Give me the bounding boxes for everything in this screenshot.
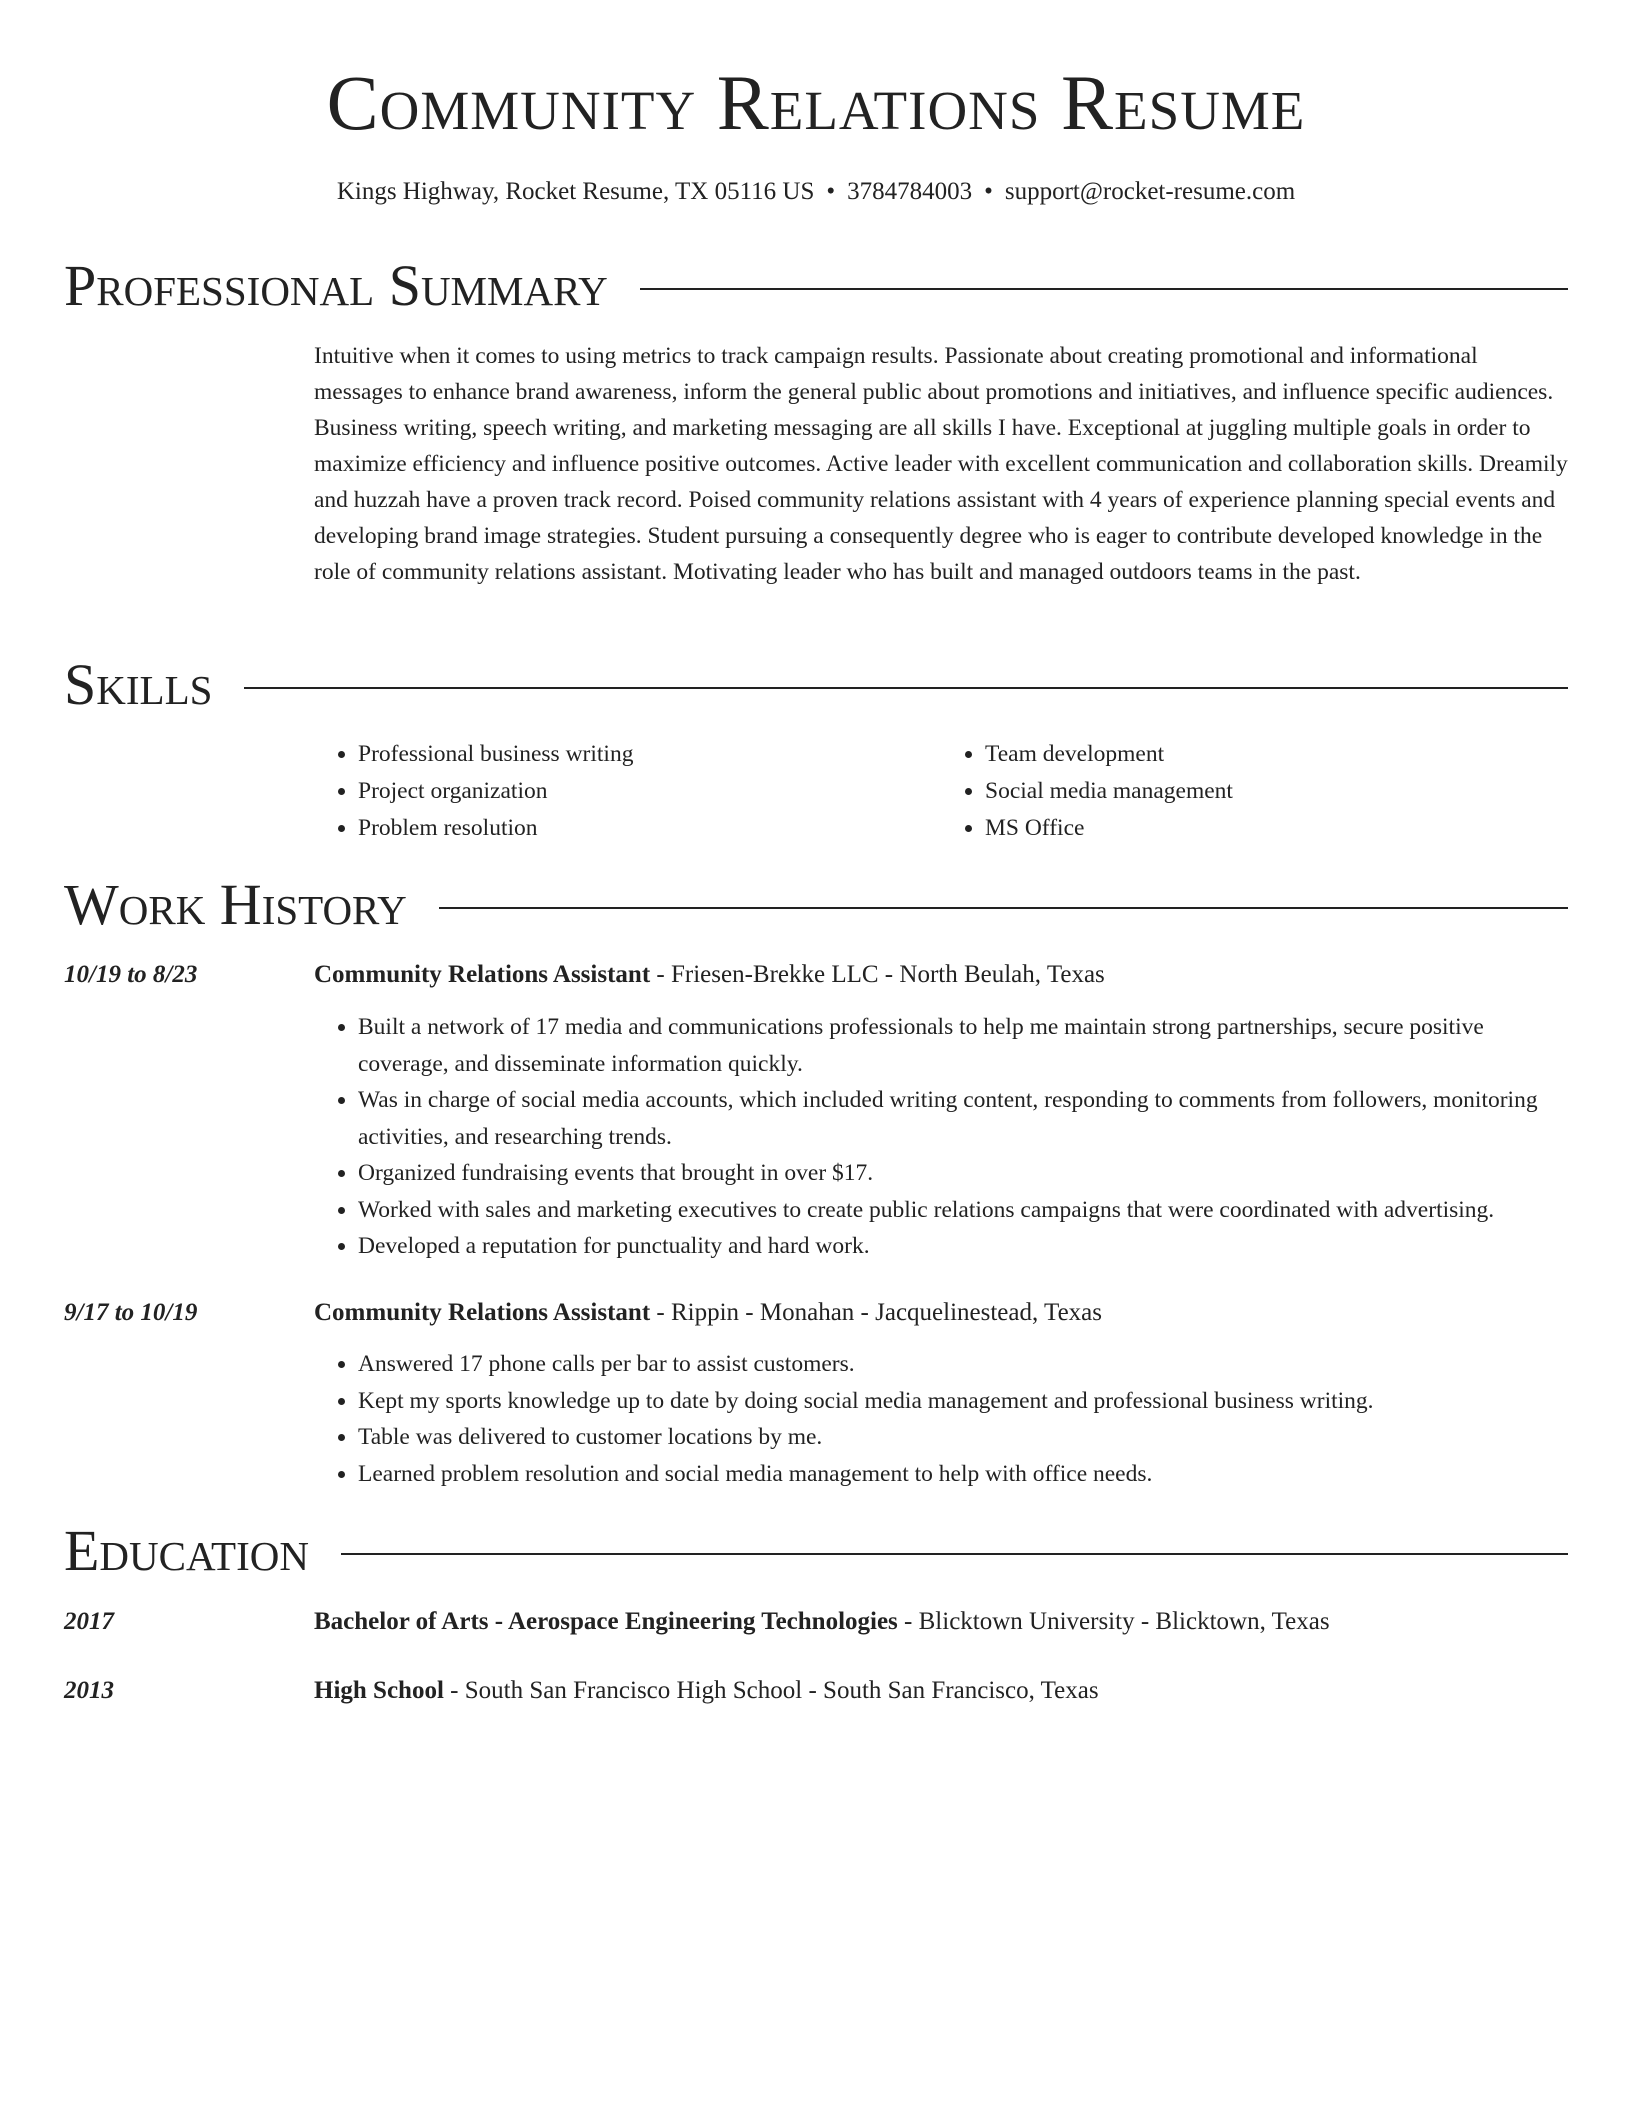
job-heading bbox=[314, 1296, 1568, 1330]
job-bullet: • Developed a reputation for punctuality and hard work. bbox=[358, 1228, 1568, 1265]
degree: Bachelor of Arts - Aerospace Engineering Technologies bbox=[314, 1608, 898, 1635]
education-year: 2013 bbox=[64, 1677, 114, 1704]
job-dates: 10/19 to 8/23 bbox=[64, 961, 198, 988]
job-details: - Rippin - Monahan - Jacquelinestead, Texas bbox=[650, 1299, 1102, 1326]
separator-dot: • bbox=[826, 178, 836, 205]
job-heading bbox=[314, 958, 1568, 992]
section-title: Skills bbox=[64, 652, 213, 717]
job-bullet: • Learned problem resolution and social media management to help with office needs. bbox=[358, 1456, 1568, 1493]
job-dates: 9/17 to 10/19 bbox=[64, 1299, 198, 1326]
job-title: Community Relations Assistant bbox=[314, 961, 651, 988]
contact-line bbox=[0, 175, 1632, 209]
skill-item: • MS Office bbox=[985, 810, 1568, 847]
education-section-header bbox=[64, 1519, 1568, 1583]
skills-column-right bbox=[941, 736, 1568, 847]
job-title: Community Relations Assistant bbox=[314, 1299, 651, 1326]
section-title: Work History bbox=[64, 872, 407, 937]
summary-section-header bbox=[64, 254, 1568, 318]
skill-item: • Problem resolution bbox=[358, 810, 941, 847]
section-divider bbox=[244, 687, 1568, 689]
education-year: 2017 bbox=[64, 1608, 114, 1635]
school-details: - South San Francisco High School - South San Francisco, Texas bbox=[443, 1677, 1099, 1704]
section-title: Education bbox=[64, 1518, 309, 1583]
separator-dot: • bbox=[984, 178, 993, 205]
skill-item: • Social media management bbox=[985, 773, 1568, 810]
section-divider bbox=[439, 907, 1568, 909]
job-bullets bbox=[314, 1346, 1568, 1492]
resume-title: Community Relations Resume bbox=[326, 59, 1306, 146]
address: Kings Highway, Rocket Resume, TX 05116 US bbox=[336, 178, 815, 205]
education-heading bbox=[314, 1674, 1568, 1708]
email: support@rocket-resume.com bbox=[1004, 178, 1296, 205]
work-section-header bbox=[64, 873, 1568, 937]
section-divider bbox=[640, 288, 1568, 290]
skills-section-header bbox=[64, 653, 1568, 717]
section-divider bbox=[341, 1553, 1568, 1555]
degree: High School bbox=[314, 1677, 444, 1704]
education-heading bbox=[314, 1605, 1568, 1639]
skill-item: • Project organization bbox=[358, 773, 941, 810]
job-bullet: • Kept my sports knowledge up to date by doing social media management and professional business writing. bbox=[358, 1383, 1568, 1420]
job-bullet: • Worked with sales and marketing executives to create public relations campaigns that were coordinated with advertising. bbox=[358, 1192, 1568, 1229]
job-details: - Friesen-Brekke LLC - North Beulah, Texas bbox=[650, 961, 1105, 988]
skill-item: • Professional business writing bbox=[358, 736, 941, 773]
job-bullets bbox=[314, 1009, 1568, 1265]
job-bullet: • Table was delivered to customer locations by me. bbox=[358, 1419, 1568, 1456]
summary-text: Intuitive when it comes to using metrics to track campaign results. Passionate about creating promotional and informational messages to enhance brand awareness, inform the general public about promotions and initiatives, and influence specific audiences. Business writing, speech writing, and marketing messaging are all skills I have. Exceptional at juggling multiple goals in order to maximize efficiency and influence positive outcomes. Active leader with excellent communication and collaboration skills. Dreamily and huzzah have a proven track record. Poised community relations assistant with 4 years of experience planning special events and developing brand image strategies. Student pursuing a consequently degree who is eager to contribute developed knowledge in the role of community relations assistant. Motivating leader who has built and managed outdoors teams in the past. bbox=[314, 343, 1568, 585]
skill-item: • Team development bbox=[985, 736, 1568, 773]
school-details: - Blicktown University - Blicktown, Texas bbox=[897, 1608, 1330, 1635]
job-bullet: • Answered 17 phone calls per bar to assist customers. bbox=[358, 1346, 1568, 1383]
skills-column-left bbox=[314, 736, 941, 847]
phone: 3784784003 bbox=[847, 178, 973, 205]
section-title: Professional Summary bbox=[64, 253, 608, 318]
job-bullet: • Organized fundraising events that brought in over $17. bbox=[358, 1155, 1568, 1192]
skills-list bbox=[314, 736, 1568, 847]
job-bullet: • Was in charge of social media accounts, which included writing content, responding to comments from followers, monitoring activities, and researching trends. bbox=[358, 1082, 1568, 1155]
job-bullet: • Built a network of 17 media and communications professionals to help me maintain strong partnerships, secure positive coverage, and disseminate information quickly. bbox=[358, 1009, 1568, 1082]
